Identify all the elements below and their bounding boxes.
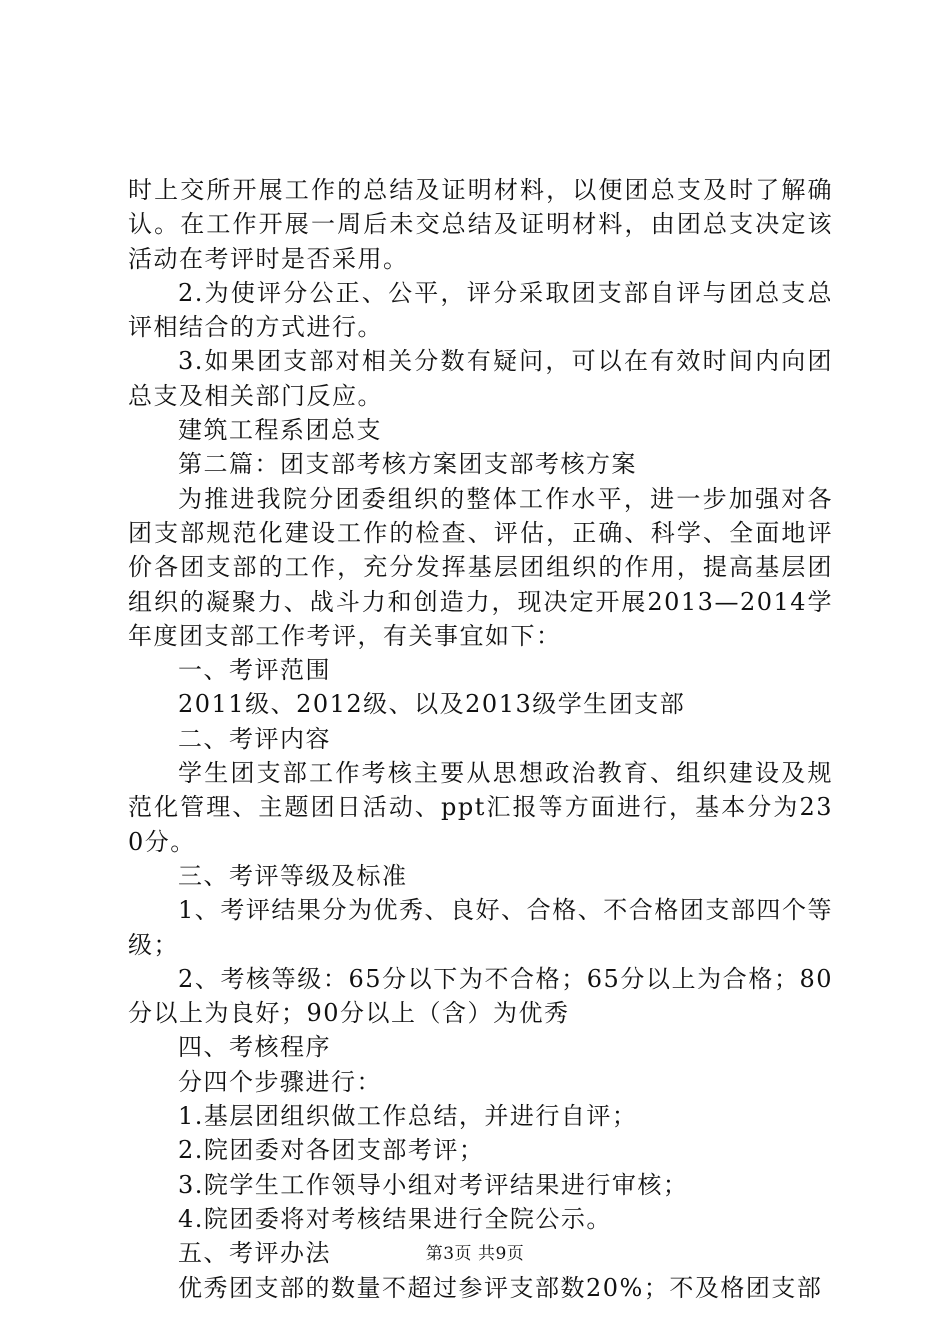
paragraph-scope: 2011级、2012级、以及2013级学生团支部 — [178, 690, 686, 719]
paragraph-procedure-intro: 分四个步骤进行： — [178, 1067, 382, 1096]
paragraph-continuation: 时上交所开展工作的总结及证明材料，以便团总支及时了解确认。在工作开展一周后未交总结及证明材料，由团总支决定该活动在考评时是否采用。 — [128, 176, 833, 273]
paragraph-fair-scoring: 2.为使评分公正、公平，评分采取团支部自评与团总支总评相结合的方式进行。 — [128, 278, 833, 342]
paragraph-method: 优秀团支部的数量不超过参评支部数20%；不及格团支部 — [178, 1273, 823, 1302]
procedure-step-2: 2.院团委对各团支部考评； — [178, 1136, 485, 1165]
heading-method: 五、考评办法 — [178, 1239, 331, 1268]
heading-content: 二、考评内容 — [178, 724, 331, 753]
paragraph-grades-2: 2、考核等级：65分以下为不合格；65分以上为合格；80分以上为良好；90分以上（含）为优秀 — [128, 964, 833, 1028]
procedure-step-1: 1.基层团组织做工作总结，并进行自评； — [178, 1102, 638, 1131]
heading-scope: 一、考评范围 — [178, 656, 331, 685]
section-heading-part-two: 第二篇：团支部考核方案团支部考核方案 — [178, 450, 637, 479]
heading-procedure: 四、考核程序 — [178, 1033, 331, 1062]
heading-grades: 三、考评等级及标准 — [178, 861, 408, 890]
procedure-step-4: 4.院团委将对考核结果进行全院公示。 — [178, 1204, 612, 1233]
paragraph-content: 学生团支部工作考核主要从思想政治教育、组织建设及规范化管理、主题团日活动、ppt汇报等方面进行，基本分为230分。 — [128, 759, 833, 856]
page-number: 第3页 共9页 — [425, 1244, 525, 1264]
signature-department: 建筑工程系团总支 — [178, 416, 382, 445]
paragraph-introduction: 为推进我院分团委组织的整体工作水平，进一步加强对各团支部规范化建设工作的检查、评估，正确、科学、全面地评价各团支部的工作，充分发挥基层团组织的作用，提高基层团组织的凝聚力、战斗力和创造力，现决定开展2013—2014学年度团支部工作考评，有关事宜如下： — [128, 484, 833, 650]
paragraph-grades-1: 1、考评结果分为优秀、良好、合格、不合格团支部四个等级； — [128, 896, 833, 959]
document-body — [128, 173, 833, 1305]
paragraph-score-questions: 3.如果团支部对相关分数有疑问，可以在有效时间内向团总支及相关部门反应。 — [128, 347, 833, 410]
procedure-step-3: 3.院学生工作领导小组对考评结果进行审核； — [178, 1170, 689, 1199]
